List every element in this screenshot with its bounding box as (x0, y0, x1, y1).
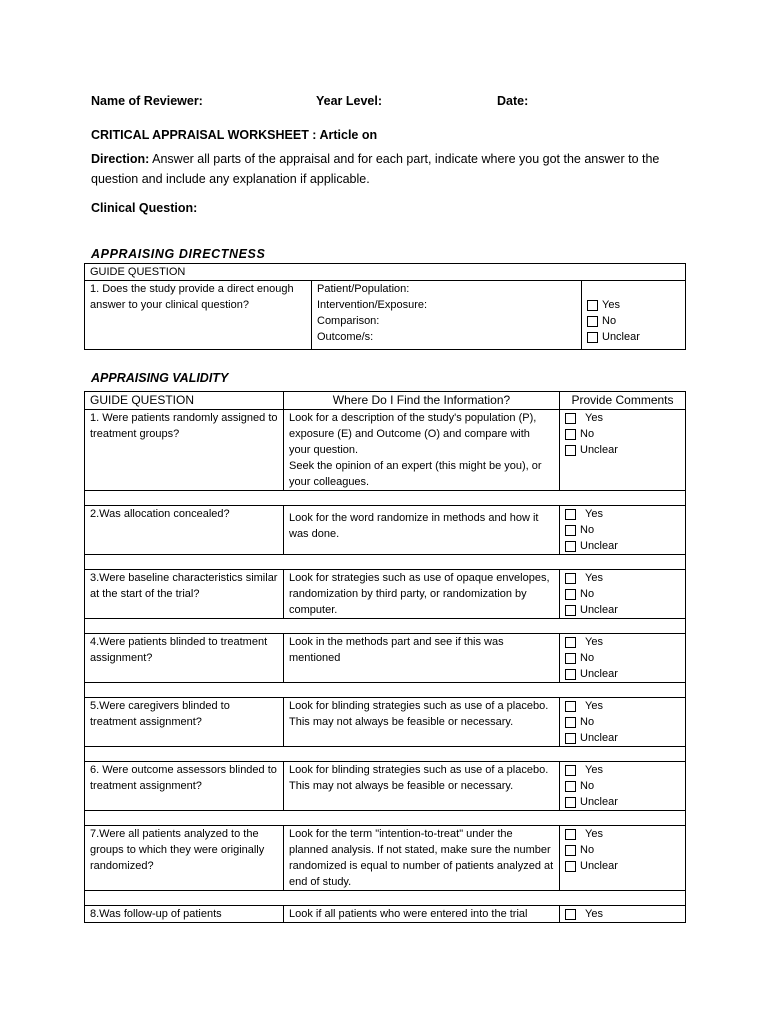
validity-row (85, 906, 686, 923)
checkbox-icon[interactable] (565, 573, 576, 584)
option-label: Yes (602, 299, 620, 311)
reviewer-label: Name of Reviewer: (91, 94, 203, 108)
option-label: No (580, 844, 595, 856)
spacer-cell (85, 891, 686, 906)
validity-header-info: Where Do I Find the Information? (284, 392, 560, 410)
checkbox-icon[interactable] (565, 525, 576, 536)
option-label: Yes (585, 908, 603, 920)
option-label: Unclear (580, 860, 618, 872)
validity-info: Look in the methods part and see if this was mentioned (284, 634, 560, 683)
option-yes[interactable] (565, 634, 680, 650)
option-yes[interactable] (565, 506, 680, 522)
validity-info: Look if all patients who were entered into the trial (284, 906, 560, 923)
option-no[interactable] (565, 522, 680, 538)
directness-guide-header: GUIDE QUESTION (85, 264, 686, 281)
checkbox-icon[interactable] (565, 509, 576, 520)
validity-row (85, 826, 686, 891)
checkbox-icon[interactable] (565, 589, 576, 600)
option-unclear[interactable] (565, 602, 680, 618)
validity-row (85, 762, 686, 811)
validity-question: 1. Were patients randomly assigned to treatment groups? (85, 410, 284, 491)
validity-title: APPRAISING VALIDITY (91, 371, 229, 385)
year-level-label: Year Level: (316, 94, 383, 108)
direction-paragraph (91, 149, 681, 189)
clinical-question-label: Clinical Question: (91, 201, 198, 215)
option-no[interactable] (565, 842, 680, 858)
option-yes[interactable] (565, 906, 680, 922)
option-no[interactable] (565, 714, 680, 730)
row-spacer (85, 811, 686, 826)
option-label: Unclear (580, 540, 618, 552)
option-unclear[interactable] (565, 730, 680, 746)
spacer-cell (85, 811, 686, 826)
option-no[interactable] (565, 778, 680, 794)
option-unclear[interactable] (587, 329, 680, 345)
worksheet-title: CRITICAL APPRAISAL WORKSHEET : Article on (91, 128, 378, 142)
spacer-cell (85, 747, 686, 762)
option-label: Yes (585, 700, 603, 712)
option-label: No (580, 652, 595, 664)
spacer-cell (85, 491, 686, 506)
validity-question: 5.Were caregivers blinded to treatment assignment? (85, 698, 284, 747)
option-unclear[interactable] (565, 538, 680, 554)
option-label: No (580, 780, 595, 792)
validity-options (560, 410, 686, 491)
checkbox-icon[interactable] (565, 861, 576, 872)
option-yes[interactable] (565, 698, 680, 714)
validity-question: 6. Were outcome assessors blinded to treatment assignment? (85, 762, 284, 811)
option-no[interactable] (565, 426, 680, 442)
row-spacer (85, 491, 686, 506)
field-intervention: Intervention/Exposure: (317, 299, 428, 311)
validity-row (85, 410, 686, 491)
checkbox-icon[interactable] (565, 797, 576, 808)
validity-options (560, 826, 686, 891)
validity-options (560, 762, 686, 811)
validity-row (85, 634, 686, 683)
option-label: Yes (585, 572, 603, 584)
directness-table (84, 263, 686, 350)
directness-options (582, 281, 686, 350)
checkbox-icon[interactable] (565, 829, 576, 840)
validity-info: Look for the word randomize in methods and how it was done. (284, 506, 560, 555)
option-unclear[interactable] (565, 794, 680, 810)
row-spacer (85, 747, 686, 762)
row-spacer (85, 891, 686, 906)
option-yes[interactable] (565, 826, 680, 842)
option-yes[interactable] (565, 762, 680, 778)
option-label: Yes (585, 764, 603, 776)
validity-info: Look for blinding strategies such as use of a placebo. This may not always be feasible or necessary. (284, 698, 560, 747)
directness-title: APPRAISING DIRECTNESS (91, 247, 266, 261)
checkbox-icon[interactable] (565, 445, 576, 456)
checkbox-icon[interactable] (565, 733, 576, 744)
checkbox-icon[interactable] (587, 300, 598, 311)
checkbox-icon[interactable] (565, 413, 576, 424)
option-label: No (580, 716, 595, 728)
option-label: Yes (585, 412, 603, 424)
checkbox-icon[interactable] (565, 653, 576, 664)
validity-question: 7.Were all patients analyzed to the groups to which they were originally randomized? (85, 826, 284, 891)
checkbox-icon[interactable] (565, 781, 576, 792)
row-spacer (85, 555, 686, 570)
validity-options (560, 506, 686, 555)
checkbox-icon[interactable] (565, 701, 576, 712)
option-no[interactable] (587, 313, 680, 329)
validity-options (560, 906, 686, 923)
checkbox-icon[interactable] (565, 605, 576, 616)
option-label: Yes (585, 508, 603, 520)
option-label: Unclear (580, 796, 618, 808)
spacer-cell (85, 619, 686, 634)
option-label: No (602, 315, 617, 327)
validity-table (84, 391, 686, 923)
option-no[interactable] (565, 586, 680, 602)
checkbox-icon[interactable] (565, 541, 576, 552)
option-label: Unclear (580, 732, 618, 744)
row-spacer (85, 683, 686, 698)
option-unclear[interactable] (565, 442, 680, 458)
validity-header-guide: GUIDE QUESTION (85, 392, 284, 410)
option-label: Unclear (580, 444, 618, 456)
direction-label: Direction: (91, 152, 150, 166)
validity-row (85, 506, 686, 555)
option-label: Unclear (602, 331, 640, 343)
checkbox-icon[interactable] (565, 765, 576, 776)
validity-options (560, 634, 686, 683)
option-no[interactable] (565, 650, 680, 666)
validity-info: Look for the term "intention-to-treat" under the planned analysis. If not stated, make sure the number randomized is equal to number of patients analyzed at end of study. (284, 826, 560, 891)
validity-question: 4.Were patients blinded to treatment assignment? (85, 634, 284, 683)
field-outcome: Outcome/s: (317, 331, 374, 343)
option-yes[interactable] (587, 297, 680, 313)
option-label: No (580, 588, 595, 600)
checkbox-icon[interactable] (565, 637, 576, 648)
validity-header-comments: Provide Comments (560, 392, 686, 410)
validity-options (560, 698, 686, 747)
validity-question: 3.Were baseline characteristics similar at the start of the trial? (85, 570, 284, 619)
option-label: Unclear (580, 604, 618, 616)
field-comparison: Comparison: (317, 315, 380, 327)
option-label: Unclear (580, 668, 618, 680)
validity-options (560, 570, 686, 619)
checkbox-icon[interactable] (565, 909, 576, 920)
validity-info: Look for blinding strategies such as use of a placebo. This may not always be feasible or necessary. (284, 762, 560, 811)
validity-info: Look for a description of the study's population (P), exposure (E) and Outcome (O) and compare with your question. Seek the opinion of an expert (this might be you), or your colleagues. (284, 410, 560, 491)
checkbox-icon[interactable] (565, 429, 576, 440)
option-label: Yes (585, 636, 603, 648)
option-label: No (580, 524, 595, 536)
spacer-cell (85, 683, 686, 698)
option-yes[interactable] (565, 410, 680, 426)
checkbox-icon[interactable] (565, 669, 576, 680)
date-label: Date: (497, 94, 529, 108)
option-unclear[interactable] (565, 858, 680, 874)
option-label: Yes (585, 828, 603, 840)
validity-row (85, 570, 686, 619)
directness-fields (312, 281, 582, 350)
direction-text: Answer all parts of the appraisal and for each part, indicate where you got the answer to the question and include any explanation if applicable. (91, 152, 660, 186)
validity-row (85, 698, 686, 747)
spacer-cell (85, 555, 686, 570)
field-patient: Patient/Population: (317, 283, 410, 295)
validity-question: 2.Was allocation concealed? (85, 506, 284, 555)
option-yes[interactable] (565, 570, 680, 586)
checkbox-icon[interactable] (565, 717, 576, 728)
option-unclear[interactable] (565, 666, 680, 682)
validity-info: Look for strategies such as use of opaque envelopes, randomization by third party, or randomization by computer. (284, 570, 560, 619)
checkbox-icon[interactable] (565, 845, 576, 856)
checkbox-icon[interactable] (587, 316, 598, 327)
directness-question: 1. Does the study provide a direct enough answer to your clinical question? (85, 281, 312, 350)
option-label: No (580, 428, 595, 440)
row-spacer (85, 619, 686, 634)
validity-question: 8.Was follow-up of patients (85, 906, 284, 923)
checkbox-icon[interactable] (587, 332, 598, 343)
